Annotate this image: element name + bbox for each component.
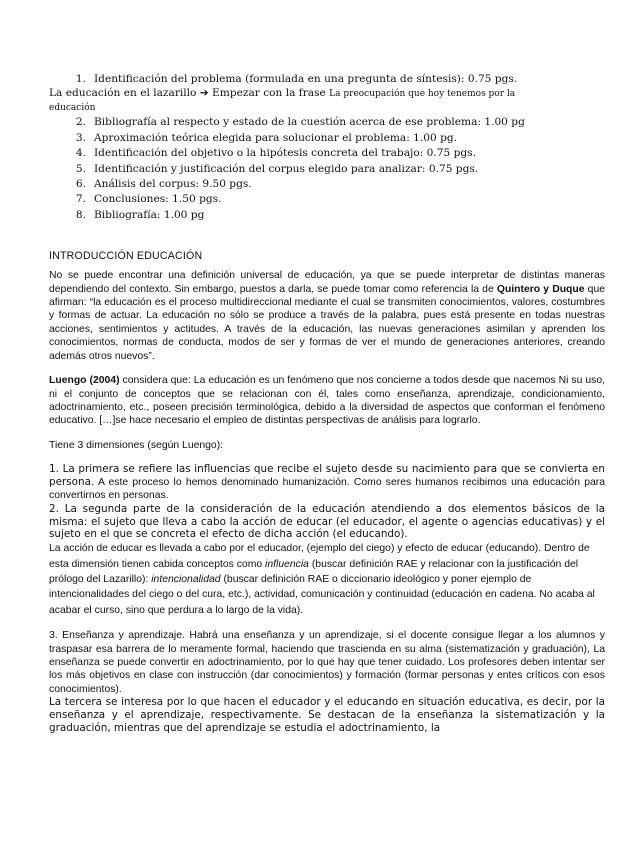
section-heading: INTRODUCCIÓN EDUCACIÓN	[49, 250, 203, 263]
paragraph-dimensions-intro: Tiene 3 dimensiones (según Luengo):	[49, 439, 224, 451]
paragraph-definition: No se puede encontrar una definición universal de educación, ya que se puede interpretar de distintas maneras dependiendo del contexto. Sin embargo, puestos a darla, se puede tomar como referencia la de Quintero y Duque que afirman: “la educación es el proceso multidireccional mediante el cual se transmiten conocimientos, valores, costumbres y formas de actuar. La educación no sólo se produce a través de la palabra, pues está presente en todas nuestras acciones, sentimientos y actitudes. A través de la educación, las nuevas generaciones asimilan y aprenden los conocimientos, normas de conducta, modos de ser y formas de ver el mundo de generaciones anteriores, creando además otros nuevos”.	[49, 270, 605, 362]
outline-item: 5. Identificación y justificación del corpus elegido para analizar: 0.75 pgs.	[75, 162, 479, 175]
outline-item: 3. Aproximación teórica elegida para solucionar el problema: 1.00 pg.	[75, 131, 458, 144]
dimension-3: 3. Enseñanza y aprendizaje. Habrá una enseñanza y un aprendizaje, si el docente consigue llegar a los alumnos y traspasar esa barrera de lo meramente formal, haciendo que trascienda en su alma (sistematización y graduación), La enseñanza se puede convertir en adoctrinamiento, por lo que hay que tener cuidado. Los profesores deben intentar ser los más objetivos en clase con instrucción (dar conocimientos) y formación (formar personas y entes críticos con esos conocimientos).	[49, 630, 605, 695]
outline-list-continued	[49, 115, 605, 223]
lazarillo-note: La educación en el lazarillo ➔ Empezar con la frase La preocupación que hoy tenemos por la educación	[49, 87, 516, 114]
outline-list	[49, 72, 605, 87]
dimension-2: 2. La segunda parte de la consideración de la educación atendiendo a dos elementos básicos de la misma: el sujeto que lleva a cabo la acción de educar (el educador, el agente o agencias educativas) y el sujeto en el que se concreta el efecto de dicha acción (el educando).	[49, 502, 605, 541]
author-luengo: Luengo (2004)	[49, 375, 120, 387]
outline-item: 7. Conclusiones: 1.50 pgs.	[75, 193, 222, 206]
dimension-2-detail: La acción de educar es llevada a cabo por el educador, (ejemplo del ciego) y efecto de educar (educando). Dentro de esta dimensión tienen cabida conceptos como influencia (buscar definición RAE y relacionar con la justificación del prólogo del Lazarillo): intencionalidad (buscar definición RAE o diccionario ideológico y poner ejemplo de intencionalidades del ciego o del cura, etc.), actividad, comunicación y continuidad (educación en cadena. No acaba al acabar el curso, sino que perdura a lo largo de la vida).	[49, 543, 595, 616]
outline-item: 4. Identificación del objetivo o la hipótesis concreta del trabajo: 0.75 pgs.	[75, 147, 476, 160]
outline-item-text: Identificación del problema (formulada en una pregunta de síntesis): 0.75 pgs.	[94, 73, 518, 85]
author-quintero-duque: Quintero y Duque	[496, 283, 585, 295]
paragraph-luengo: Luengo (2004) considera que: La educación es un fenómeno que nos concierne a todos desde que nacemos Ni su uso, ni el conjunto de conceptos que se relacionan con él, tales como enseñanza, aprendizaje, condicionamiento, adoctrinamiento, etc., poseen precisión terminológica, debido a la diversidad de aspectos que conforman el fenómeno educativo. […]se hace necesario el empleo de distintas perspectivas de análisis para lograrlo.	[49, 375, 605, 427]
lazarillo-quote-end: educación	[49, 103, 96, 114]
outline-item	[49, 72, 605, 87]
outline-item: 8. Bibliografía: 1.00 pg	[75, 208, 205, 221]
dimension-1: 1. La primera se refiere las influencias que recibe el sujeto desde su nacimiento para que se convierta en persona. A este proceso lo hemos denominado humanización. Como seres humanos recibimos una educación para convertirnos en personas.	[49, 463, 605, 502]
arrow-right-icon: ➔	[199, 87, 209, 100]
lazarillo-quote: La preocupación que hoy tenemos por la	[329, 89, 516, 100]
outline-item: 6. Análisis del corpus: 9.50 pgs.	[75, 178, 252, 191]
outline-item-number: 1.	[75, 73, 86, 85]
outline-item: 2. Bibliografía al respecto y estado de la cuestión acerca de ese problema: 1.00 pg	[75, 116, 525, 129]
document-body	[49, 72, 605, 735]
dimension-3-detail: La tercera se interesa por lo que hacen el educador y el educando en situación educativa, es decir, por la enseñanza y el aprendizaje, respectivamente. Se destacan de la enseñanza la sistematización y la graduación, mientras que del aprendizaje se estudia el adoctrinamiento, la	[49, 696, 605, 734]
